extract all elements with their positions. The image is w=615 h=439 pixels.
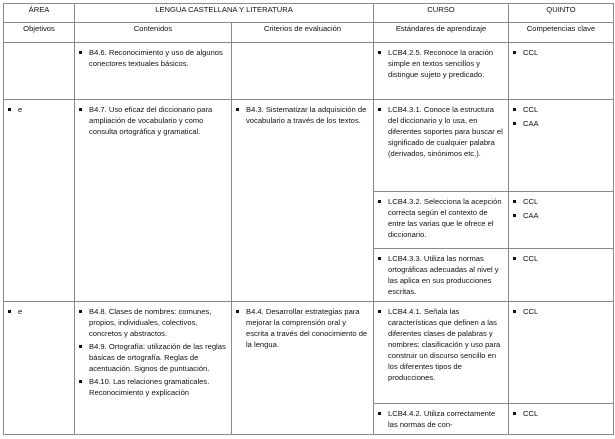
- table-row: [4, 302, 614, 404]
- objetivo-item: e: [8, 104, 70, 115]
- competencia-item: CCL: [513, 253, 609, 264]
- bullet-icon: [513, 412, 516, 415]
- criterio-item: B4.4. Desarrollar estrategias para mejorar la comprensión oral y escrita a través del conocimiento de la lengua.: [236, 306, 369, 350]
- contenido-item: B4.8. Clases de nombres: comunes, propios, individuales, colectivos, concretos y abstractos.: [79, 306, 227, 339]
- competencias-cell: [509, 302, 614, 404]
- competencia-item: CAA: [513, 118, 609, 129]
- bullet-icon: [513, 122, 516, 125]
- col-header-competencias: Competencias clave: [509, 23, 614, 43]
- bullet-icon: [378, 412, 381, 415]
- bullet-icon: [236, 310, 239, 313]
- competencia-item: CCL: [513, 196, 609, 207]
- col-header-criterios: Criterios de evaluación: [232, 23, 374, 43]
- course-value: QUINTO: [509, 4, 614, 23]
- bullet-icon: [378, 108, 381, 111]
- bullet-icon: [378, 310, 381, 313]
- subject-title: LENGUA CASTELLANA Y LITERATURA: [75, 4, 374, 23]
- area-label: ÁREA: [4, 4, 75, 23]
- estandar-item: LCB4.2.5. Reconoce la oración simple en textos sencillos y distingue sujeto y predicado.: [378, 47, 504, 80]
- bullet-icon: [513, 214, 516, 217]
- competencia-item: CCL: [513, 104, 609, 115]
- criterios-cell: [232, 43, 374, 100]
- bullet-icon: [513, 257, 516, 260]
- competencias-cell: [509, 404, 614, 435]
- criterios-cell: [232, 100, 374, 302]
- column-header-row: [4, 23, 614, 43]
- estandar-cell: [374, 404, 509, 435]
- estandar-cell: [374, 100, 509, 192]
- curriculum-table: [3, 3, 614, 435]
- criterios-cell: [232, 302, 374, 435]
- bullet-icon: [513, 108, 516, 111]
- contenidos-cell: [75, 100, 232, 302]
- estandar-item: LCB4.3.3. Utiliza las normas ortográficas adecuadas al nivel y las aplica en sus producciones escritas.: [378, 253, 504, 297]
- header-row: [4, 4, 614, 23]
- bullet-icon: [79, 51, 82, 54]
- col-header-objetivos: Objetivos: [4, 23, 75, 43]
- competencia-item: CCL: [513, 306, 609, 317]
- competencias-cell: [509, 100, 614, 192]
- contenidos-cell: [75, 302, 232, 435]
- bullet-icon: [378, 51, 381, 54]
- bullet-icon: [79, 345, 82, 348]
- contenido-item: B4.9. Ortografía: utilización de las reglas básicas de ortografía. Reglas de acentuación. Signos de puntuación.: [79, 341, 227, 374]
- bullet-icon: [513, 310, 516, 313]
- bullet-icon: [378, 257, 381, 260]
- bullet-icon: [79, 310, 82, 313]
- bullet-icon: [236, 108, 239, 111]
- contenido-item: B4.10. Las relaciones gramaticales. Reconocimiento y explicación: [79, 376, 227, 398]
- competencias-cell: [509, 249, 614, 302]
- bullet-icon: [79, 380, 82, 383]
- col-header-estandares: Estándares de aprendizaje: [374, 23, 509, 43]
- contenido-item: B4.6. Reconocimiento y uso de algunos conectores textuales básicos.: [79, 47, 227, 69]
- competencia-item: CCL: [513, 47, 609, 58]
- bullet-icon: [513, 51, 516, 54]
- competencia-item: CCL: [513, 408, 609, 419]
- objetivo-item: e: [8, 306, 70, 317]
- bullet-icon: [378, 200, 381, 203]
- bullet-icon: [79, 108, 82, 111]
- estandar-cell: [374, 192, 509, 249]
- objetivos-cell: [4, 100, 75, 302]
- table-row: [4, 43, 614, 100]
- competencia-item: CAA: [513, 210, 609, 221]
- estandar-item: LCB4.3.1. Conoce la estructura del diccionario y lo usa, en diferentes soportes para buscar el significado de cualquier palabra (derivados, sinónimos etc.).: [378, 104, 504, 159]
- bullet-icon: [513, 200, 516, 203]
- course-label: CURSO: [374, 4, 509, 23]
- objetivos-cell: [4, 43, 75, 100]
- competencias-cell: [509, 43, 614, 100]
- estandar-cell: [374, 249, 509, 302]
- estandar-cell: [374, 302, 509, 404]
- bullet-icon: [8, 108, 11, 111]
- contenidos-cell: [75, 43, 232, 100]
- criterio-item: B4.3. Sistematizar la adquisición de vocabulario a través de los textos.: [236, 104, 369, 126]
- estandar-item: LCB4.3.2. Selecciona la acepción correcta según el contexto de entre las varias que le ofrece el diccionario.: [378, 196, 504, 240]
- contenido-item: B4.7. Uso eficaz del diccionario para ampliación de vocabulario y como consulta ortográfica y gramatical.: [79, 104, 227, 137]
- estandar-item: LCB4.4.2. Utiliza correctamente las normas de con-: [378, 408, 504, 430]
- col-header-contenidos: Contenidos: [75, 23, 232, 43]
- table-row: [4, 100, 614, 192]
- competencias-cell: [509, 192, 614, 249]
- objetivos-cell: [4, 302, 75, 435]
- estandar-item: LCB4.4.1. Señala las características que definen a las diferentes clases de palabras y nombres: clasificación y uso para construir un discurso sencillo en los diferentes tipos de producciones.: [378, 306, 504, 383]
- bullet-icon: [8, 310, 11, 313]
- estandar-cell: [374, 43, 509, 100]
